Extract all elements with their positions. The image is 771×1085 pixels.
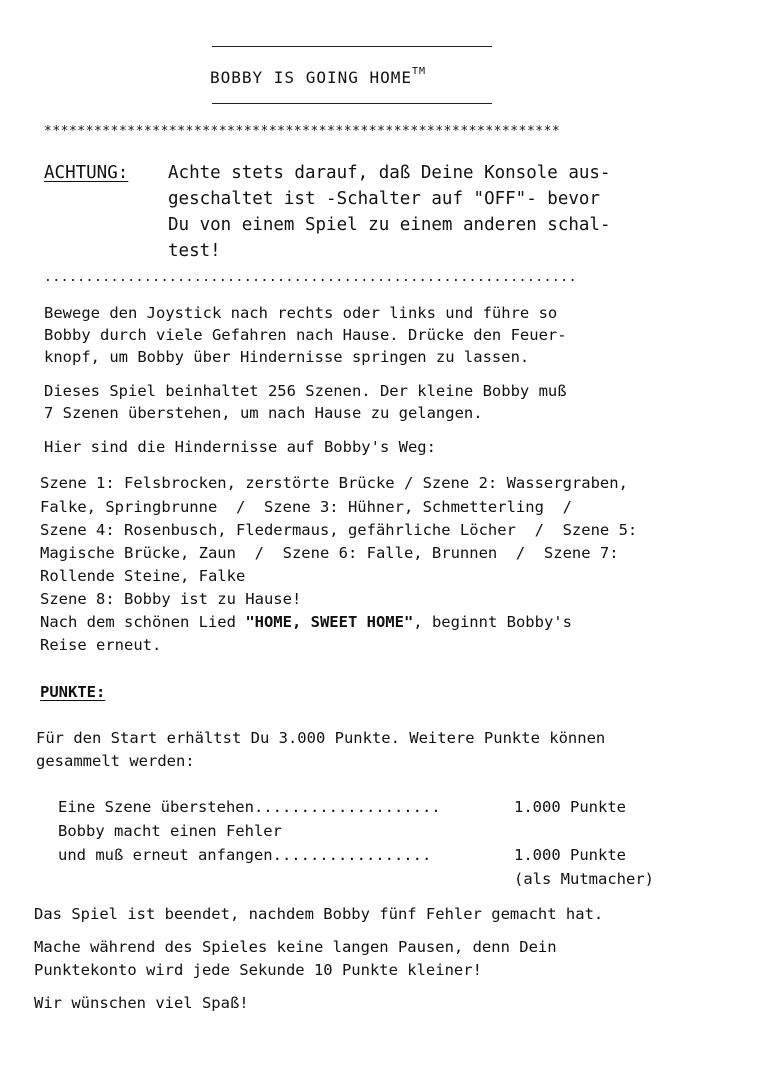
dot-separator: ................................................................ [44, 270, 577, 285]
intro-line-2: Bobby durch viele Gefahren nach Hause. Drücke den Feuer- [44, 326, 567, 344]
page-title [210, 68, 426, 87]
song-prefix: Nach dem schönen Lied [40, 613, 246, 631]
trademark-mark: TM [412, 66, 427, 77]
obstacles-intro: Hier sind die Hindernisse auf Bobby's Weg: [44, 438, 436, 456]
points-row-1-label: Eine Szene überstehen.................... [58, 798, 441, 816]
scenes-count-line-2: 7 Szenen überstehen, um nach Hause zu gelangen. [44, 404, 483, 422]
pause-line-2: Punktekonto wird jede Sekunde 10 Punkte kleiner! [34, 961, 482, 979]
star-separator: ************************************************************** [44, 124, 561, 139]
song-line-2: Reise erneut. [40, 636, 162, 654]
scene-line-2: Falke, Springbrunne / Szene 3: Hühner, Schmetterling / [40, 498, 572, 516]
points-row-3-label: und muß erneut anfangen................. [58, 846, 432, 864]
title-text: BOBBY IS GOING HOME [210, 68, 413, 87]
intro-line-1: Bewege den Joystick nach rechts oder links und führe so [44, 304, 558, 322]
warning-line-4: test! [168, 241, 221, 261]
scene-line-5: Rollende Steine, Falke [40, 567, 246, 585]
warning-line-1: Achte stets darauf, daß Deine Konsole aus- [168, 163, 611, 183]
song-title: "HOME, SWEET HOME" [245, 613, 414, 631]
points-intro-line-1: Für den Start erhältst Du 3.000 Punkte. Weitere Punkte können [36, 729, 606, 747]
points-row-3-value: 1.000 Punkte [514, 846, 626, 864]
points-note: (als Mutmacher) [514, 870, 654, 888]
points-heading: PUNKTE: [40, 683, 106, 701]
closing-line: Wir wünschen viel Spaß! [34, 994, 249, 1012]
points-row-2-label: Bobby macht einen Fehler [58, 822, 282, 840]
scenes-count-line-1: Dieses Spiel beinhaltet 256 Szenen. Der kleine Bobby muß [44, 382, 567, 400]
intro-line-3: knopf, um Bobby über Hindernisse springen zu lassen. [44, 348, 530, 366]
title-bottom-rule [212, 103, 492, 104]
game-over-text: Das Spiel ist beendet, nachdem Bobby fünf Fehler gemacht hat. [34, 905, 604, 923]
scene-line-6: Szene 8: Bobby ist zu Hause! [40, 590, 302, 608]
scene-line-3: Szene 4: Rosenbusch, Fledermaus, gefährliche Löcher / Szene 5: [40, 521, 638, 539]
pause-line-1: Mache während des Spieles keine langen Pausen, denn Dein [34, 938, 557, 956]
song-line [40, 611, 572, 633]
points-intro-line-2: gesammelt werden: [36, 752, 195, 770]
scene-line-4: Magische Brücke, Zaun / Szene 6: Falle, Brunnen / Szene 7: [40, 544, 619, 562]
song-suffix: , beginnt Bobby's [413, 613, 572, 631]
scene-line-1: Szene 1: Felsbrocken, zerstörte Brücke / Szene 2: Wassergraben, [40, 474, 628, 492]
warning-line-3: Du von einem Spiel zu einem anderen schal- [168, 215, 611, 235]
warning-label: ACHTUNG: [44, 163, 129, 183]
title-top-rule [212, 46, 492, 47]
points-row-1-value: 1.000 Punkte [514, 798, 626, 816]
warning-line-2: geschaltet ist -Schalter auf "OFF"- bevor [168, 189, 600, 209]
